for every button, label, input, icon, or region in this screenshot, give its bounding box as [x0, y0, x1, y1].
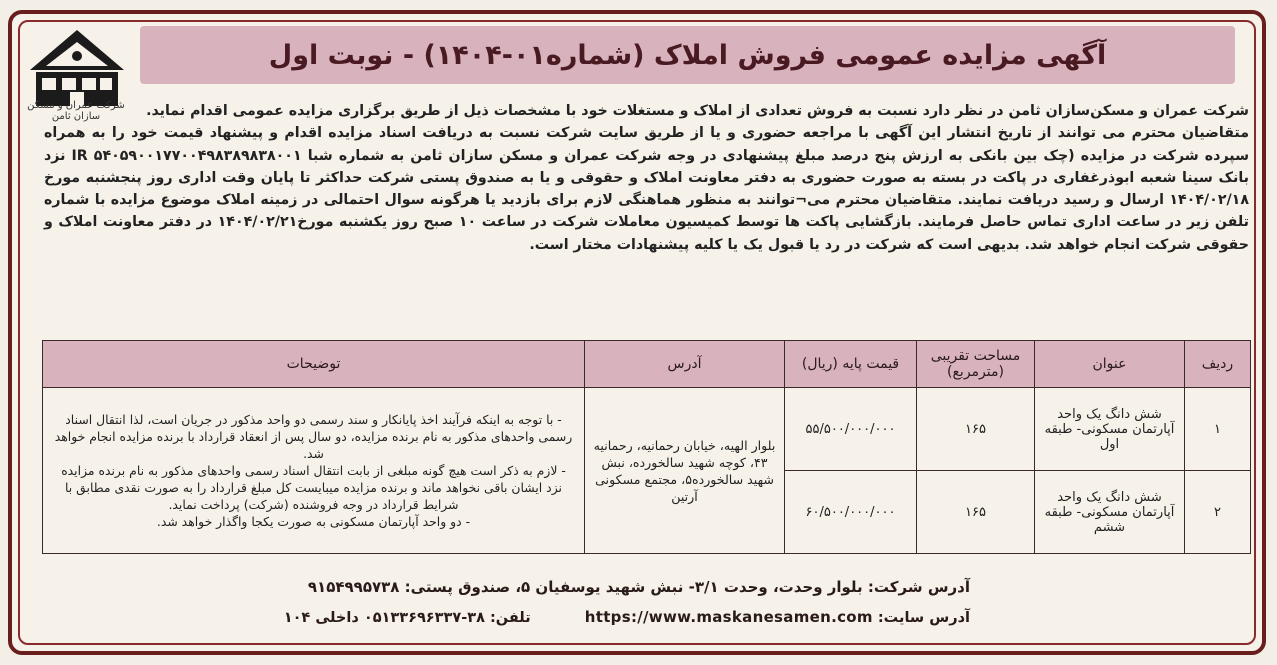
conditions-paragraph: متقاضیان محترم می توانند از تاریخ انتشار این آگهی با مراجعه حضوری و یا از طریق سایت شرکت نسبت به دریافت اسناد مزایده اقدام و پیشنهاد قیمت خود را به همراه سپرده شرکت در مزایده (چک بین بانکی به ارزش پنج درصد مبلغ پیشنهادی در وجه شرکت عمران و مسکن سازان ثامن به شماره شبا IR ۵۴۰۵۹۰۰۱۷۷۰۰۴۹۸۳۸۹۸۳۸۰۰۱ نزد بانک سینا شعبه ابوذرغفاری در پاکت در بسته به صورت حضوری به دفتر معاونت املاک و حقوقی و یا به صندوق پستی شرکت حداکثر تا پایان وقت اداری روز پنجشنبه مورخ ۱۴۰۴/۰۲/۱۸ ارسال و رسید دریافت نمایند. متقاضیان محترم می¬توانند به منظور هماهنگی لازم برای بازدید یا هرگونه سوال احتمالی در زمینه املاک موضوع مزایده با شماره تلفن زیر در ساعت اداری تماس حاصل فرمایند. بازگشایی پاکت ها توسط کمیسیون معاملات شرکت در ساعت ۱۰ صبح روز یکشنبه مورخ۱۴۰۴/۰۲/۲۱ در دفتر معاونت املاک و حقوقی شرکت انجام خواهد شد. بدیهی است که شرکت در رد یا قبول یک یا کلیه پیشنهادات مختار است. [44, 125, 1250, 253]
col-header-notes: توضیحات [43, 341, 585, 388]
row-number: ۲ [1185, 471, 1251, 554]
base-price: ۶۰/۵۰۰/۰۰۰/۰۰۰ [785, 471, 917, 554]
contact-line [280, 602, 970, 632]
col-header-title: عنوان [1035, 341, 1185, 388]
site-label: آدرس سایت: [877, 610, 970, 626]
property-title: شش دانگ یک واحد آپارتمان مسکونی- طبقه اول [1035, 388, 1185, 471]
col-header-address: آدرس [585, 341, 785, 388]
intro-paragraph: شرکت عمران و مسکن‌سازان ثامن در نظر دارد نسبت به فروش تعدادی از املاک و مستغلات خود با مشخصات ذیل از طریق برگزاری مزایده عمومی اقدام نماید. [146, 103, 1249, 119]
notice-header [140, 26, 1235, 84]
property-area: ۱۶۵ [917, 388, 1035, 471]
base-price: ۵۵/۵۰۰/۰۰۰/۰۰۰ [785, 388, 917, 471]
note-item: - با توجه به اینکه فرآیند اخذ پایانکار و سند رسمی دو واحد مذکور در جریان است، لذا انتقال اسناد رسمی واحدهای مذکور به نام برنده مزایده، دو سال پس از انعقاد قرارداد با برنده مزایده انجام خواهد شد. [54, 412, 573, 461]
notes-cell [43, 388, 585, 554]
company-address: آدرس شرکت: بلوار وحدت، وحدت ۳/۱- نبش شهید یوسفیان ۵، صندوق پستی: ۹۱۵۴۹۹۵۷۳۸ [307, 578, 970, 596]
notice-title: آگهی مزایده عمومی فروش املاک (شماره۰۱-۱۴۰۴) - نوبت اول [268, 39, 1107, 71]
col-header-price: قیمت پایه (ریال) [785, 341, 917, 388]
notice-footer [280, 572, 970, 632]
row-number: ۱ [1185, 388, 1251, 471]
table-row [43, 388, 1251, 471]
company-logo [22, 26, 132, 110]
note-item: - لازم به ذکر است هیچ گونه مبلغی از بابت انتقال اسناد رسمی واحدهای مذکور به نام برنده مزایده نزد ایشان باقی نخواهد ماند و برنده مزایده میبایست کل مبلغ قرارداد را به صورت نقدی مطابق با شرایط قرارداد در وجه فروشنده (شرکت) پرداخت نماید. [61, 463, 566, 512]
properties-table [42, 340, 1251, 554]
note-item: - دو واحد آپارتمان مسکونی به صورت یکجا واگذار خواهد شد. [156, 514, 471, 529]
col-header-area: مساحت تقریبی (مترمربع) [917, 341, 1035, 388]
notice-body [44, 100, 1249, 256]
col-header-row-no: ردیف [1185, 341, 1251, 388]
site-url[interactable]: https://www.maskanesamen.com [584, 608, 873, 626]
phone-number: تلفن: ۳۸-۰۵۱۳۳۶۹۶۳۳۷ داخلی ۱۰۴ [283, 610, 531, 626]
table-header-row [43, 341, 1251, 388]
property-title: شش دانگ یک واحد آپارتمان مسکونی- طبقه ششم [1035, 471, 1185, 554]
property-address: بلوار الهیه، خیابان رحمانیه، رحمانیه ۴۳، کوچه شهید سالخورده، نبش شهید سالخورده۵، مجتمع مسکونی آرتین [585, 388, 785, 554]
property-area: ۱۶۵ [917, 471, 1035, 554]
logo-caption: شرکت عمران و مسکن سازان ثامن [27, 100, 125, 122]
